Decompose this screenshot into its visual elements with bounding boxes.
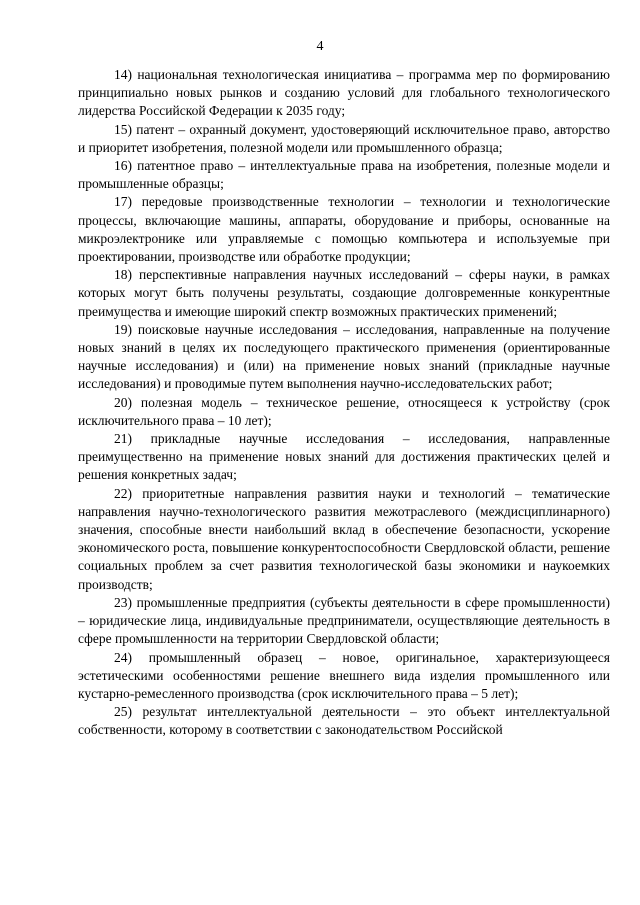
definition-item-21: 21) прикладные научные исследования – исследования, направленные преимущественно на применение новых знаний для достижения практических целей и решения конкретных задач; (78, 431, 610, 483)
definition-item-18: 18) перспективные направления научных исследований – сферы науки, в рамках которых могут быть получены результаты, создающие долговременные конкурентные преимущества и имеющие широкий спектр возможных практических применений; (78, 267, 610, 319)
definition-item-17: 17) передовые производственные технологии – технологии и технологические процессы, включающие машины, аппараты, оборудование и приборы, основанные на микроэлектронике или управляемые с помощью компьютера и используемые при проектировании, производстве или обработке продукции; (78, 194, 610, 265)
definition-item-16: 16) патентное право – интеллектуальные права на изобретения, полезные модели и промышленные образцы; (78, 158, 610, 192)
page-number: 4 (316, 39, 324, 54)
definition-item-25: 25) результат интеллектуальной деятельности – это объект интеллектуальной собственности, которому в соответствии с законодательством Российской (78, 704, 610, 738)
definitions-list (78, 66, 610, 740)
definition-item-14: 14) национальная технологическая инициатива – программа мер по формированию принципиально новых рынков и созданию условий для глобального технологического лидерства Российской Федерации к 2035 году; (78, 67, 610, 119)
definition-item-15: 15) патент – охранный документ, удостоверяющий исключительное право, авторство и приоритет изобретения, полезной модели или промышленного образца; (78, 121, 610, 155)
definition-item-24: 24) промышленный образец – новое, оригинальное, характеризующееся эстетическими особенностями решение внешнего вида изделия промышленного или кустарно-ремесленного производства (срок исключительного права – 5 лет); (78, 649, 610, 701)
definition-item-20: 20) полезная модель – техническое решение, относящееся к устройству (срок исключительного права – 10 лет); (78, 394, 610, 428)
definition-item-22: 22) приоритетные направления развития науки и технологий – тематические направления научно-технологического развития межотраслевого (междисциплинарного) значения, способные внести наибольший вклад в обеспечение безопасности, ускорение экономического роста, повышение конкурентоспособности Свердловской области, решение социальных проблем за счет развития технологической базы экономики и наукоемких производств; (78, 485, 610, 592)
definition-item-23: 23) промышленные предприятия (субъекты деятельности в сфере промышленности) – юридические лица, индивидуальные предприниматели, осуществляющие деятельность в сфере промышленности на территории Свердловской области; (78, 594, 610, 647)
definition-item-19: 19) поисковые научные исследования – исследования, направленные на получение новых знаний в целях их последующего практического применения (ориентированные научные исследования) и (или) на применение новых знаний (прикладные научные исследования) и проводимые путем выполнения научно-исследовательских работ; (78, 321, 610, 392)
